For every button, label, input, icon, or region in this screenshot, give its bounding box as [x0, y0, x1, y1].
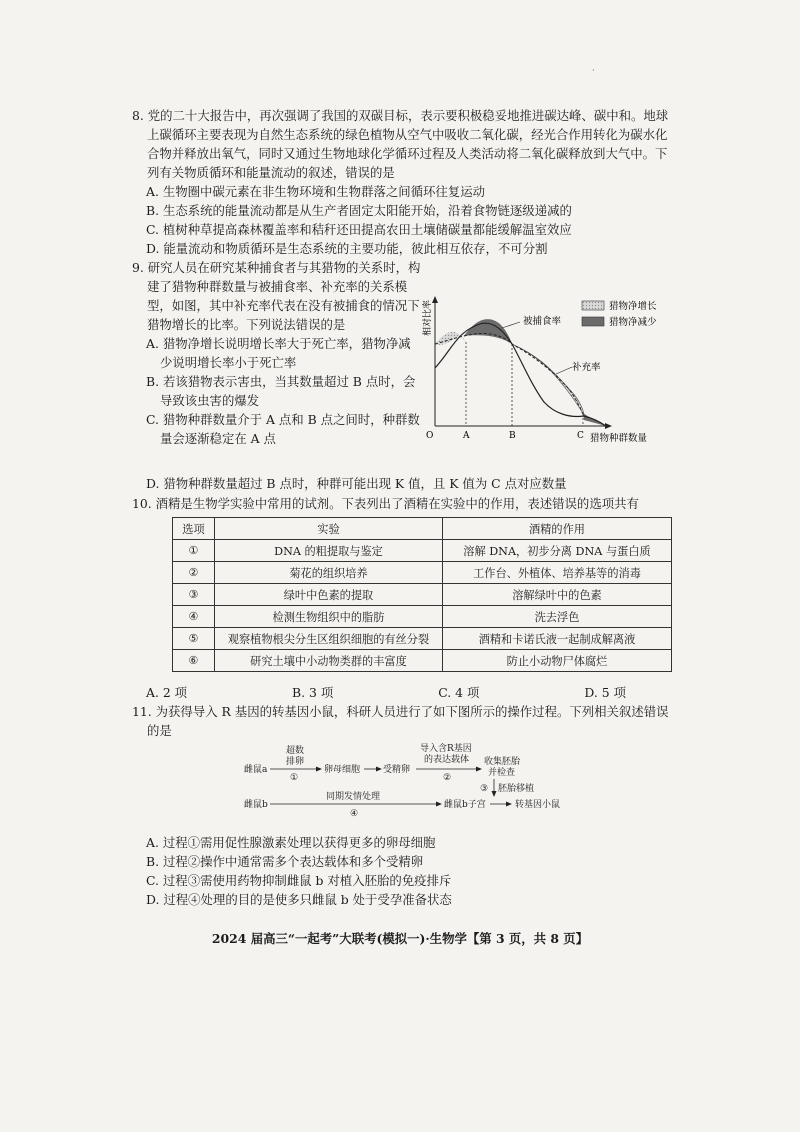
table-cell: 检测生物组织中的脂肪 — [215, 606, 443, 628]
collect-embryo-label: 收集胚胎 — [484, 757, 521, 767]
question-8-stem: 8. 党的二十大报告中，再次强调了我国的双碳目标，表示要积极稳妥地推进碳达峰、碳中和。地球上碳循环主要表现为自然生态系统的绿色植物从空气中吸收二氧化碳，经光合作用转化为碳水化合物并释放出氧气，同时又通过生物地球化学循环过程及人类活动将二氧化碳释放到大气中。下列有关物质循环和能量流动的叙述，错误的是 — [132, 108, 669, 180]
net-increase-region-2 — [512, 344, 584, 415]
question-11 — [132, 702, 672, 740]
question-8-option-c: C. 植树种草提高森林覆盖率和秸秆还田提高农田土壤储碳量都能缓解温室效应 — [146, 222, 572, 237]
page-footer: 2024 届高三“一起考”大联考(模拟一)·生物学【第 3 页，共 8 页】 — [211, 931, 589, 946]
table-cell: DNA 的粗提取与鉴定 — [215, 540, 443, 562]
question-8-option-b: B. 生态系统的能量流动都是从生产者固定太阳能开始，沿着食物链逐级递减的 — [146, 203, 572, 218]
net-increase-region-1 — [435, 332, 466, 345]
table-row — [173, 540, 672, 562]
table-cell: 溶解绿叶中的色素 — [443, 584, 672, 606]
table-cell: ② — [173, 562, 215, 584]
predation-rate-curve — [435, 323, 606, 426]
mouse-b-label: 雌鼠b — [244, 800, 268, 810]
recruitment-rate-label: 补充率 — [572, 362, 601, 373]
table-cell: 溶解 DNA，初步分离 DNA 与蛋白质 — [443, 540, 672, 562]
scan-dot: · — [592, 66, 595, 76]
tick-c: C — [577, 431, 584, 441]
arrowhead — [492, 791, 497, 797]
legend-net-increase-label: 猎物净增长 — [609, 301, 657, 312]
question-10-choices — [146, 683, 676, 701]
inspect-label: 并检查 — [488, 768, 516, 778]
question-8 — [132, 106, 672, 258]
table-header-row — [173, 518, 672, 540]
question-11-option-c: C. 过程③需使用药物抑制雌鼠 b 对植入胚胎的免疫排斥 — [146, 873, 452, 888]
x-axis-arrow — [605, 423, 612, 429]
step-4-label: 同期发情处理 — [326, 792, 381, 802]
origin-label: O — [426, 431, 434, 441]
predation-rate-label: 被捕食率 — [523, 316, 562, 327]
oocyte-label: 卵母细胞 — [324, 765, 361, 775]
step-2-label-top: 导入含R基因 — [420, 744, 472, 754]
table-header: 选项 — [173, 518, 215, 540]
step-1-label-top: 超数 — [286, 746, 305, 756]
legend-net-decrease-label: 猎物净减少 — [609, 317, 657, 328]
legend-net-increase-swatch — [582, 301, 604, 310]
question-9-option-a: A. 猎物净增长说明增长率大于死亡率，猎物净减少说明增长率小于死亡率 — [146, 336, 411, 370]
table-cell: ⑥ — [173, 650, 215, 672]
alcohol-table — [172, 517, 672, 672]
table-cell: ① — [173, 540, 215, 562]
table-row — [173, 628, 672, 650]
question-11-option-d: D. 过程④处理的目的是使多只雌鼠 b 处于受孕准备状态 — [146, 892, 452, 907]
question-10-choice-d: D. 5 项 — [584, 685, 626, 700]
table-cell: 观察植物根尖分生区组织细胞的有丝分裂 — [215, 628, 443, 650]
question-9-option-c: C. 猎物种群数量介于 A 点和 B 点之间时，种群数量会逐渐稳定在 A 点 — [146, 412, 420, 446]
result-label: 转基因小鼠 — [515, 800, 561, 810]
table-cell: 酒精和卡诺氏液一起制成解离液 — [443, 628, 672, 650]
table-cell: ⑤ — [173, 628, 215, 650]
table-cell: 菊花的组织培养 — [215, 562, 443, 584]
step-1-number: ① — [290, 773, 299, 783]
table-cell: ③ — [173, 584, 215, 606]
uterus-label: 雌鼠b子宫 — [444, 800, 486, 810]
transgenic-flow-diagram — [240, 742, 600, 822]
step-4-number: ④ — [350, 809, 359, 819]
arrowhead — [316, 767, 322, 772]
step-1-label-mid: 排卵 — [286, 757, 305, 767]
question-11-options — [132, 833, 672, 909]
question-11-option-a: A. 过程①需用促性腺激素处理以获得更多的卵母细胞 — [146, 835, 436, 850]
question-9-option-d: D. 猎物种群数量超过 B 点时，种群可能出现 K 值，且 K 值为 C 点对应数量 — [146, 476, 567, 491]
question-10-choice-b: B. 3 项 — [292, 685, 334, 700]
predation-figure — [420, 292, 690, 450]
step-2-number: ② — [443, 773, 452, 783]
table-cell: 工作台、外植体、培养基等的消毒 — [443, 562, 672, 584]
table-header: 酒精的作用 — [443, 518, 672, 540]
question-11-stem: 11. 为获得导入 R 基因的转基因小鼠，科研人员进行了如下图所示的操作过程。下列相关叙述错误的是 — [132, 704, 669, 738]
question-9-option-b: B. 若该猎物表示害虫，当其数量超过 B 点时，会导致该虫害的爆发 — [146, 374, 416, 408]
table-cell: 研究土壤中小动物类群的丰富度 — [215, 650, 443, 672]
step-3-number: ③ — [480, 784, 489, 794]
table-row — [173, 650, 672, 672]
table-header: 实验 — [215, 518, 443, 540]
question-11-option-b: B. 过程②操作中通常需多个表达载体和多个受精卵 — [146, 854, 424, 869]
question-9 — [132, 258, 422, 448]
recruitment-leader — [556, 367, 572, 374]
embryo-transfer-label: 胚胎移植 — [498, 784, 535, 794]
x-axis-label: 猎物种群数量 — [590, 433, 648, 444]
step-2-label-mid: 的表达载体 — [424, 755, 470, 765]
question-8-option-a: A. 生物圈中碳元素在非生物环境和生物群落之间循环往复运动 — [146, 184, 485, 199]
table-cell: ④ — [173, 606, 215, 628]
recruitment-rate-curve — [435, 333, 584, 416]
arrowhead — [376, 767, 382, 772]
zygote-label: 受精卵 — [383, 765, 411, 775]
question-10 — [132, 494, 672, 513]
table-row — [173, 584, 672, 606]
question-10-choice-c: C. 4 项 — [438, 685, 480, 700]
table-cell: 洗去浮色 — [443, 606, 672, 628]
question-10-stem: 10. 酒精是生物学实验中常用的试剂。下表列出了酒精在实验中的作用，表述错误的选项共有 — [132, 496, 639, 511]
legend-net-decrease-swatch — [582, 317, 604, 326]
mouse-a-label: 雌鼠a — [244, 765, 268, 775]
arrowhead — [476, 767, 482, 772]
question-8-option-d: D. 能量流动和物质循环是生态系统的主要功能，彼此相互依存，不可分割 — [146, 241, 548, 256]
table-cell: 防止小动物尸体腐烂 — [443, 650, 672, 672]
predation-leader — [502, 322, 520, 328]
y-axis-label: 相对比率 — [423, 299, 433, 336]
question-9-stem: 9. 研究人员在研究某种捕食者与其猎物的关系时，构建了猎物种群数量与被捕食率、补充率的关系模型，如图，其中补充率代表在没有被捕食的情况下猎物增长的比率。下列说法错误的是 — [132, 260, 421, 332]
table-cell: 绿叶中色素的提取 — [215, 584, 443, 606]
tick-b: B — [509, 431, 516, 441]
question-10-choice-a: A. 2 项 — [146, 685, 188, 700]
table-row — [173, 562, 672, 584]
table-row — [173, 606, 672, 628]
tick-a: A — [463, 431, 470, 441]
arrowhead — [506, 802, 512, 807]
arrowhead — [436, 802, 442, 807]
